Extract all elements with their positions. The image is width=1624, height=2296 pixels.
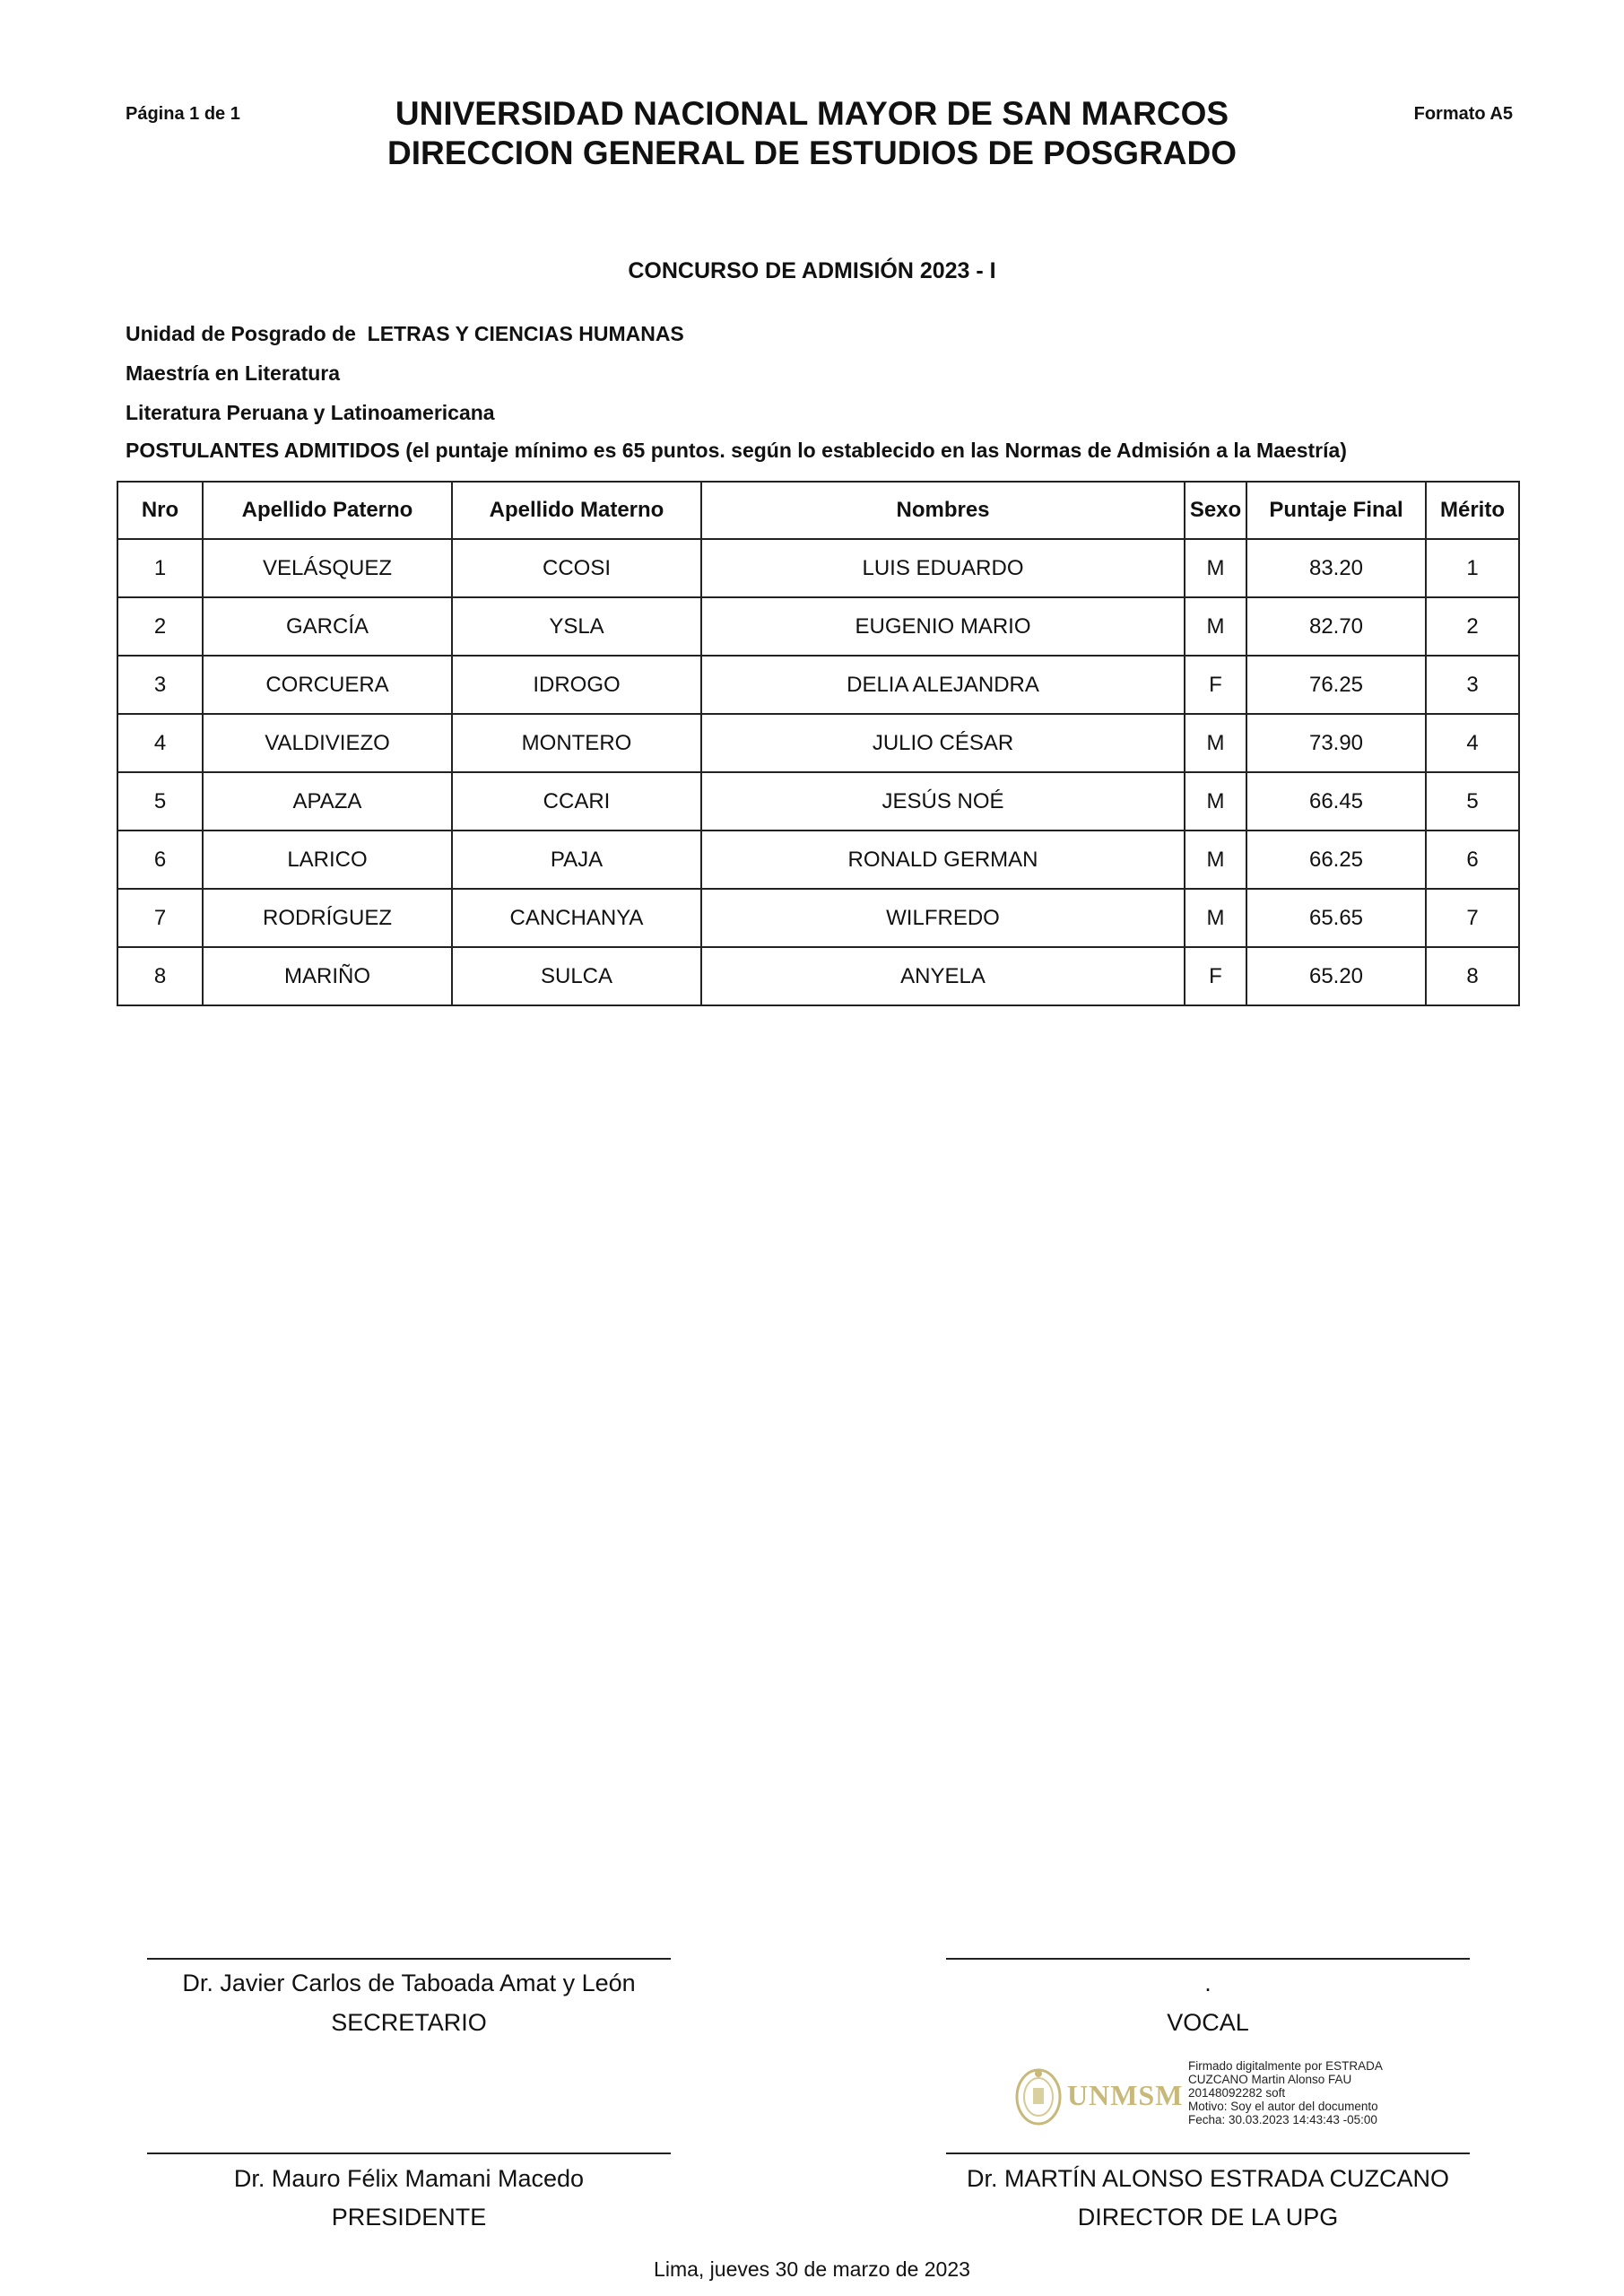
vocal-signature-line [946, 1958, 1470, 1960]
contest-title: CONCURSO DE ADMISIÓN 2023 - I [628, 258, 996, 283]
director-signature-line [946, 2152, 1470, 2154]
table-cell: IDROGO [452, 656, 701, 714]
table-row [117, 947, 1519, 1005]
table-cell: M [1185, 714, 1246, 772]
table-body [117, 539, 1519, 1005]
table-cell: 6 [117, 831, 203, 889]
table-cell: 6 [1426, 831, 1519, 889]
table-cell: 65.20 [1246, 947, 1426, 1005]
table-cell: 76.25 [1246, 656, 1426, 714]
program-line: Maestría en Literatura [126, 361, 341, 385]
direction-title: DIRECCION GENERAL DE ESTUDIOS DE POSGRADO [386, 135, 1238, 171]
table-cell: F [1185, 947, 1246, 1005]
table-cell: 8 [117, 947, 203, 1005]
page-number: Página 1 de 1 [126, 104, 240, 124]
table-cell: 65.65 [1246, 889, 1426, 947]
table-cell: 66.45 [1246, 772, 1426, 831]
column-header: Sexo [1185, 482, 1246, 539]
table-cell: GARCÍA [203, 597, 452, 656]
table-cell: LARICO [203, 831, 452, 889]
president-signature-line [147, 2152, 671, 2154]
secretary-role: SECRETARIO [331, 2009, 487, 2036]
table-cell: 2 [1426, 597, 1519, 656]
table-cell: 73.90 [1246, 714, 1426, 772]
table-cell: SULCA [452, 947, 701, 1005]
digital-signature-block [1188, 2059, 1383, 2126]
table-cell: CANCHANYA [452, 889, 701, 947]
table-cell: M [1185, 597, 1246, 656]
table-cell: M [1185, 889, 1246, 947]
table-cell: M [1185, 772, 1246, 831]
university-title: UNIVERSIDAD NACIONAL MAYOR DE SAN MARCOS [395, 95, 1229, 132]
table-cell: 83.20 [1246, 539, 1426, 597]
table-row [117, 597, 1519, 656]
table-header-row [117, 482, 1519, 539]
director-name: Dr. MARTÍN ALONSO ESTRADA CUZCANO [966, 2165, 1450, 2192]
president-role: PRESIDENTE [331, 2204, 487, 2231]
table-cell: 4 [117, 714, 203, 772]
digital-signature-line: Motivo: Soy el autor del documento [1188, 2100, 1378, 2113]
results-table [117, 481, 1520, 1006]
table-cell: CORCUERA [203, 656, 452, 714]
table-row [117, 714, 1519, 772]
table-cell: PAJA [452, 831, 701, 889]
table-row [117, 889, 1519, 947]
footer-date: Lima, jueves 30 de marzo de 2023 [654, 2257, 970, 2281]
digital-signature-line: Firmado digitalmente por ESTRADA [1188, 2059, 1383, 2073]
unmsm-logo-text: UNMSM [1067, 2079, 1184, 2111]
table-cell: 3 [117, 656, 203, 714]
table-cell: VALDIVIEZO [203, 714, 452, 772]
table-cell: 66.25 [1246, 831, 1426, 889]
president-name: Dr. Mauro Félix Mamani Macedo [233, 2165, 585, 2192]
table-row [117, 539, 1519, 597]
table-cell: 1 [1426, 539, 1519, 597]
table-cell: 5 [1426, 772, 1519, 831]
table-cell: 4 [1426, 714, 1519, 772]
table-cell: VELÁSQUEZ [203, 539, 452, 597]
table-cell: 7 [117, 889, 203, 947]
table-cell: M [1185, 539, 1246, 597]
table-cell: 1 [117, 539, 203, 597]
digital-signature-line: CUZCANO Martin Alonso FAU [1188, 2073, 1352, 2086]
table-cell: DELIA ALEJANDRA [701, 656, 1185, 714]
column-header: Mérito [1426, 482, 1519, 539]
director-role: DIRECTOR DE LA UPG [1077, 2204, 1339, 2231]
table-cell: CCARI [452, 772, 701, 831]
table-cell: MONTERO [452, 714, 701, 772]
column-header: Puntaje Final [1246, 482, 1426, 539]
secretary-name: Dr. Javier Carlos de Taboada Amat y León [182, 1970, 636, 1996]
table-cell: MARIÑO [203, 947, 452, 1005]
table-cell: APAZA [203, 772, 452, 831]
table-row [117, 772, 1519, 831]
column-header: Nro [117, 482, 203, 539]
table-cell: JULIO CÉSAR [701, 714, 1185, 772]
table-row [117, 656, 1519, 714]
table-cell: RODRÍGUEZ [203, 889, 452, 947]
column-header: Apellido Materno [452, 482, 701, 539]
unmsm-seal-icon [1012, 2065, 1065, 2127]
vocal-name: . [1204, 1970, 1211, 1996]
table-cell: CCOSI [452, 539, 701, 597]
table-cell: JESÚS NOÉ [701, 772, 1185, 831]
table-cell: 3 [1426, 656, 1519, 714]
table-cell: 5 [117, 772, 203, 831]
table-cell: M [1185, 831, 1246, 889]
mention-line: Literatura Peruana y Latinoamericana [126, 401, 495, 424]
secretary-signature-line [147, 1958, 671, 1960]
admitted-line: POSTULANTES ADMITIDOS (el puntaje mínimo es 65 puntos. según lo establecido en las Normas de Admisión a la Maestría) [126, 439, 1347, 462]
table-cell: YSLA [452, 597, 701, 656]
table-cell: 8 [1426, 947, 1519, 1005]
table-cell: ANYELA [701, 947, 1185, 1005]
vocal-role: VOCAL [1167, 2009, 1249, 2036]
table-cell: 7 [1426, 889, 1519, 947]
table-cell: 2 [117, 597, 203, 656]
table-cell: RONALD GERMAN [701, 831, 1185, 889]
unit-line: Unidad de Posgrado de LETRAS Y CIENCIAS HUMANAS [126, 322, 684, 345]
table-cell: 82.70 [1246, 597, 1426, 656]
table-cell: LUIS EDUARDO [701, 539, 1185, 597]
column-header: Apellido Paterno [203, 482, 452, 539]
format-label: Formato A5 [1413, 104, 1513, 124]
digital-signature-line: 20148092282 soft [1188, 2086, 1286, 2100]
column-header: Nombres [701, 482, 1185, 539]
digital-signature-line: Fecha: 30.03.2023 14:43:43 -05:00 [1188, 2113, 1377, 2126]
table-row [117, 831, 1519, 889]
table-cell: F [1185, 656, 1246, 714]
table-cell: EUGENIO MARIO [701, 597, 1185, 656]
table-cell: WILFREDO [701, 889, 1185, 947]
